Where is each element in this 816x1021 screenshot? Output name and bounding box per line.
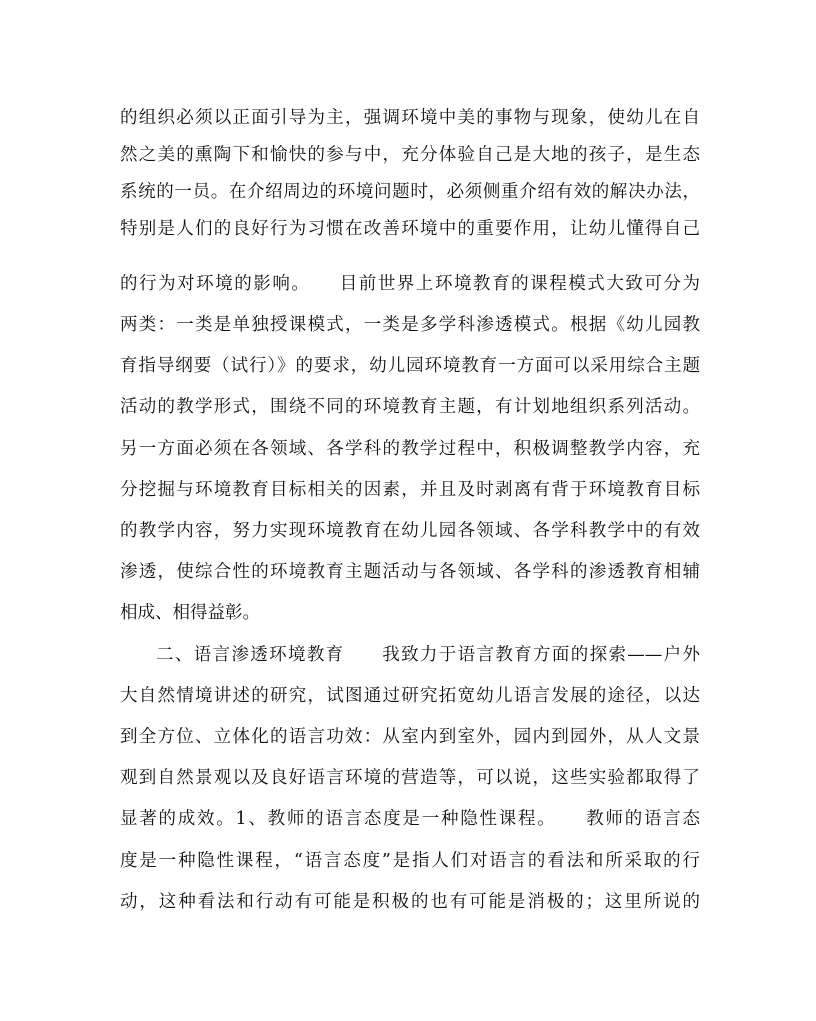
text-line: 育指导纲要（试行）》的要求，幼儿园环境教育一方面可以采用综合主题 (120, 356, 700, 376)
text-line: 分挖掘与环境教育目标相关的因素，并且及时剥离有背于环境教育目标 (120, 480, 700, 500)
text-line: 特别是人们的良好行为习惯在改善环境中的重要作用，让幼儿懂得自己 (120, 219, 700, 239)
text-line: 动，这种看法和行动有可能是积极的也有可能是消极的；这里所说的 (120, 892, 700, 912)
text-line: 渗透，使综合性的环境教育主题活动与各领域、各学科的渗透教育相辅 (120, 562, 700, 582)
text-line: 活动的教学形式，围绕不同的环境教育主题，有计划地组织系列活动。 (120, 397, 700, 417)
text-line: 的组织必须以正面引导为主，强调环境中美的事物与现象，使幼儿在自 (120, 108, 700, 128)
text-line: 度是一种隐性课程，“语言态度”是指人们对语言的看法和所采取的行 (120, 851, 700, 871)
text-line: 系统的一员。在介绍周边的环境问题时，必须侧重介绍有效的解决办法， (120, 182, 700, 202)
text-line: 另一方面必须在各领域、各学科的教学过程中，积极调整教学内容，充 (120, 439, 700, 459)
text-line: 两类：一类是单独授课模式，一类是多学科渗透模式。根据《幼儿园教 (120, 315, 700, 335)
text-line: 观到自然景观以及良好语言环境的营造等，可以说，这些实验都取得了 (120, 768, 700, 788)
text-line: 显著的成效。1、教师的语言态度是一种隐性课程。 教师的语言态 (120, 809, 700, 829)
section-heading-line: 二、语言渗透环境教育 我致力于语言教育方面的探索——户外 (156, 645, 700, 665)
text-line: 然之美的熏陶下和愉快的参与中，充分体验自己是大地的孩子，是生态 (120, 145, 700, 165)
text-line: 到全方位、立体化的语言功效：从室内到室外，园内到园外，从人文景 (120, 727, 700, 747)
text-line: 的教学内容，努力实现环境教育在幼儿园各领域、各学科教学中的有效 (120, 521, 700, 541)
text-line: 大自然情境讲述的研究，试图通过研究拓宽幼儿语言发展的途径，以达 (120, 686, 700, 706)
text-line: 的行为对环境的影响。 目前世界上环境教育的课程模式大致可分为 (120, 274, 700, 294)
text-line: 相成、相得益彰。 (120, 603, 260, 623)
